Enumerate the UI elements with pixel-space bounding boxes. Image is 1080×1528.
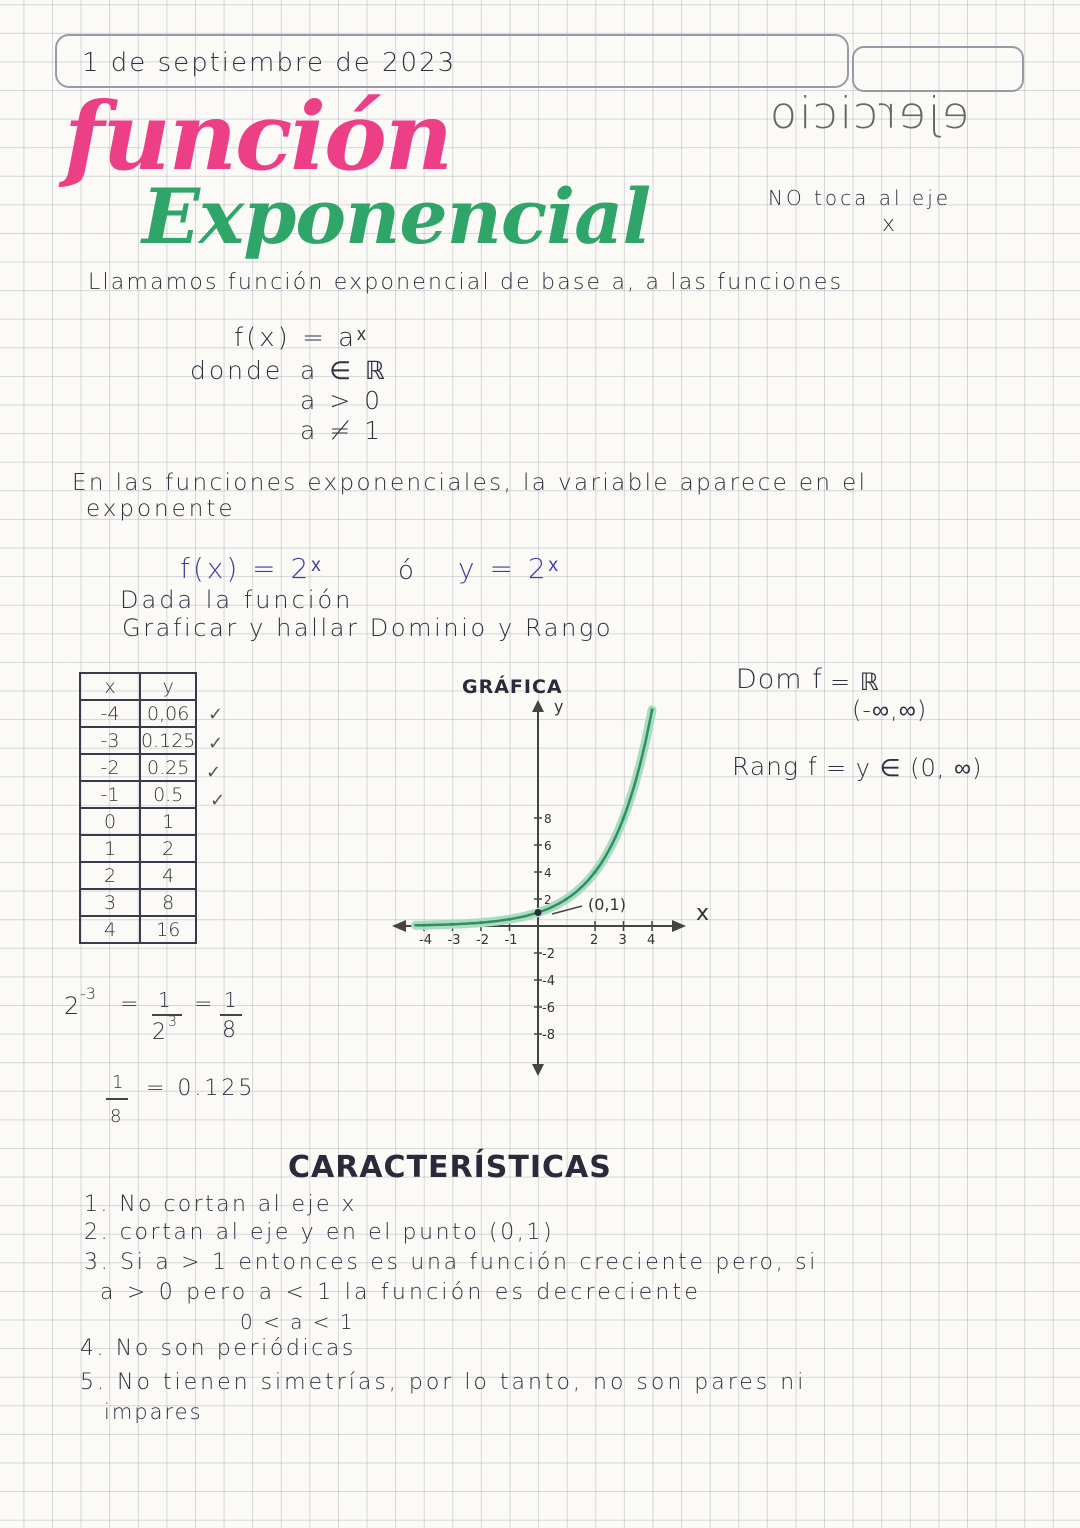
table-row — [80, 916, 196, 943]
table-header-x: x — [80, 673, 140, 700]
item-text: impares — [104, 1400, 203, 1424]
table-header-y: y — [140, 673, 196, 700]
data-point — [535, 909, 542, 916]
data-point — [622, 816, 625, 819]
x-tick-label: 3 — [618, 933, 627, 948]
item-text: Si a > 1 entonces es una función creciente pero, si — [120, 1250, 819, 1275]
y-tick-label: 2 — [544, 893, 552, 907]
characteristics-title: CARACTERÍSTICAS — [288, 1150, 612, 1185]
table-row — [80, 781, 196, 808]
item-number: 5. — [80, 1370, 107, 1395]
note-line1: En las funciones exponenciales, la variable aparece en el — [72, 470, 868, 496]
dom-label: Dom f — [736, 664, 823, 695]
tag-mirrored: ejercicio — [768, 88, 970, 139]
calc-eq1: = — [120, 992, 142, 1017]
curve-highlight — [416, 710, 653, 925]
table-cell-y: 0.25 — [140, 754, 196, 781]
table-cell-x: 2 — [80, 862, 140, 889]
example-given: Dada la función — [120, 586, 354, 614]
data-point — [650, 708, 653, 711]
calc-base: 2 — [64, 992, 80, 1020]
table-header-row — [80, 673, 196, 700]
calc-exp: -3 — [80, 984, 96, 1003]
definition-cond3: a ≠ 1 — [300, 416, 384, 445]
y-tick-label: -6 — [542, 1001, 555, 1016]
list-item — [240, 1310, 355, 1334]
table-cell-y: 4 — [140, 862, 196, 889]
x-axis-label: x — [696, 901, 710, 926]
exponential-curve — [416, 710, 653, 925]
check-icon: ✓ — [208, 733, 224, 754]
table-row — [80, 754, 196, 781]
check-icon: ✓ — [210, 790, 226, 811]
y-tick-label: 8 — [544, 812, 552, 826]
calc-den-base: 2 — [152, 1020, 166, 1045]
table-row — [80, 808, 196, 835]
y-tick-label: 4 — [544, 866, 552, 880]
exponential-graph — [380, 630, 720, 1090]
table-cell-y: 16 — [140, 916, 196, 943]
y-tick-label: -8 — [542, 1028, 555, 1043]
item-text: a > 0 pero a < 1 la función es decreciente — [100, 1280, 702, 1305]
rang-eq: = y ∈ (0, ∞) — [826, 754, 983, 782]
calc-num2: 1 — [224, 988, 240, 1012]
table-cell-y: 0.5 — [140, 781, 196, 808]
definition-where: donde — [190, 356, 284, 385]
example-task: Graficar y hallar Dominio y Rango — [122, 614, 614, 642]
table-cell-y: 1 — [140, 808, 196, 835]
side-note-line1: NO toca al eje — [768, 186, 952, 210]
list-item — [84, 1192, 357, 1217]
calc-frac-den: 8 — [110, 1106, 125, 1127]
title-line1: función — [64, 82, 452, 192]
example-formula: f(x) = 2ˣ — [180, 552, 324, 585]
x-tick-label: -2 — [476, 933, 489, 948]
list-item — [100, 1280, 701, 1305]
x-axis-arrow-left — [392, 920, 406, 932]
item-text: 0 < a < 1 — [240, 1310, 355, 1334]
list-item — [84, 1220, 554, 1245]
data-point — [593, 870, 596, 873]
y-axis-label: y — [554, 697, 564, 716]
definition-cond1: a ∈ ℝ — [300, 356, 388, 385]
table-row — [80, 835, 196, 862]
y-tick-label: -2 — [542, 947, 555, 962]
item-number: 2. — [84, 1220, 111, 1245]
table-cell-x: 3 — [80, 889, 140, 916]
table-cell-x: 0 — [80, 808, 140, 835]
item-text: No cortan al eje x — [119, 1192, 357, 1217]
rang-label: Rang f — [732, 752, 818, 781]
dom-interval: (-∞,∞) — [852, 696, 928, 724]
x-tick-label: 2 — [590, 933, 599, 948]
fraction-bar — [152, 1014, 182, 1016]
fraction-bar — [220, 1014, 242, 1016]
x-tick-label: 4 — [647, 933, 656, 948]
data-point — [565, 897, 568, 900]
table-cell-y: 8 — [140, 889, 196, 916]
table-row — [80, 889, 196, 916]
table-cell-x: -1 — [80, 781, 140, 808]
header-box-small — [852, 46, 1024, 92]
item-number: 4. — [80, 1336, 107, 1361]
item-text: cortan al eje y en el punto (0,1) — [119, 1220, 555, 1245]
table-row — [80, 862, 196, 889]
values-table — [79, 672, 197, 944]
calc-frac-num: 1 — [112, 1072, 127, 1093]
table-cell-y: 2 — [140, 835, 196, 862]
table-row — [80, 700, 196, 727]
x-tick-label: -4 — [419, 933, 432, 948]
data-point — [479, 921, 482, 924]
calc-num1: 1 — [158, 988, 174, 1012]
calc-result: = 0.125 — [146, 1076, 256, 1101]
fraction-bar — [106, 1098, 128, 1100]
y-tick-label: 6 — [544, 839, 552, 853]
table-cell-x: 1 — [80, 835, 140, 862]
y-axis-arrow-bottom — [532, 1064, 544, 1076]
x-tick-label: -3 — [447, 933, 461, 948]
item-text: No tienen simetrías, por lo tanto, no son pares ni — [117, 1370, 807, 1395]
list-item — [84, 1250, 818, 1275]
item-text: No son periódicas — [115, 1336, 356, 1361]
y-axis-arrow — [532, 700, 544, 712]
table-cell-x: -3 — [80, 727, 140, 754]
item-number: 3. — [84, 1250, 111, 1275]
y-tick-label: -4 — [542, 974, 555, 989]
list-item — [80, 1370, 806, 1395]
point-label: (0,1) — [588, 895, 626, 914]
calc-eq2: = — [194, 992, 216, 1017]
example-or: ó — [398, 556, 417, 586]
table-cell-y: 0,06 — [140, 700, 196, 727]
item-number: 1. — [84, 1192, 110, 1217]
date: 1 de septiembre de 2023 — [82, 48, 457, 78]
title-line2: Exponencial — [142, 172, 651, 261]
check-icon: ✓ — [206, 762, 222, 783]
table-cell-y: 0.125 — [140, 727, 196, 754]
definition-formula: f(x) = aˣ — [234, 323, 369, 353]
data-point — [508, 918, 511, 921]
data-point — [451, 923, 454, 926]
table-cell-x: -2 — [80, 754, 140, 781]
list-item — [104, 1400, 203, 1424]
list-item — [80, 1336, 356, 1361]
table-cell-x: 4 — [80, 916, 140, 943]
graph-title: GRÁFICA — [462, 676, 563, 698]
calc-den2: 8 — [222, 1018, 239, 1043]
dom-eq: = ℝ — [830, 668, 880, 696]
calc-den-exp: 3 — [168, 1014, 177, 1030]
check-icon: ✓ — [208, 704, 224, 725]
example-formula-alt: y = 2ˣ — [458, 552, 561, 585]
x-axis-arrow-right — [672, 920, 686, 932]
data-point — [422, 924, 425, 927]
table-cell-x: -4 — [80, 700, 140, 727]
side-note-line2: x — [882, 212, 899, 237]
note-line2: exponente — [86, 496, 236, 522]
x-tick-label: -1 — [504, 933, 518, 948]
table-row — [80, 727, 196, 754]
definition-cond2: a > 0 — [300, 386, 384, 415]
definition-intro: Llamamos función exponencial de base a, a las funciones — [88, 270, 844, 295]
